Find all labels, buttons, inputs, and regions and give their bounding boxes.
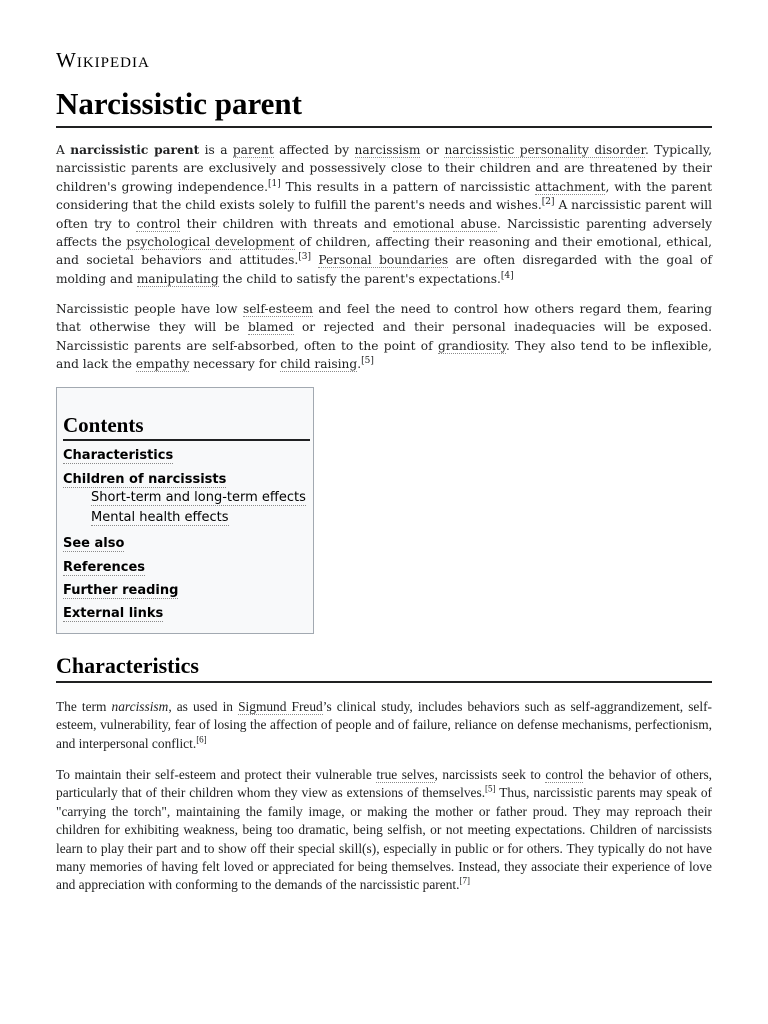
toc-item-label: External links bbox=[63, 606, 164, 621]
link-personal-boundaries[interactable]: Personal boundaries bbox=[318, 253, 449, 268]
text: and feel the need to control how others regard them, fearing that otherwise they will be bbox=[56, 302, 713, 335]
toc-item-label: Mental health effects bbox=[91, 510, 229, 525]
link-parent[interactable]: parent bbox=[232, 143, 274, 157]
text: is a bbox=[199, 143, 233, 157]
intro-paragraph-1 bbox=[56, 141, 712, 288]
toc-item-label: See also bbox=[63, 536, 125, 551]
text: or bbox=[420, 143, 445, 157]
toc-item-label: Children of narcissists bbox=[63, 472, 227, 487]
link-true-selves[interactable]: true selves bbox=[376, 767, 435, 782]
text: To maintain their self-esteem and protect their vulnerable bbox=[56, 767, 377, 782]
bold-term: narcissistic parent bbox=[70, 143, 200, 157]
section-heading-characteristics: Characteristics bbox=[56, 652, 712, 683]
italic-term: narcissism bbox=[111, 699, 169, 714]
citation-3[interactable]: [3] bbox=[298, 252, 311, 263]
text: the behavior of others, particularly that of their children whom they view as extensions of themselves. bbox=[56, 767, 713, 801]
toc-item-children-of-narcissists[interactable] bbox=[63, 472, 226, 488]
link-empathy[interactable]: empathy bbox=[135, 357, 190, 372]
citation-5b[interactable]: [5] bbox=[485, 783, 496, 794]
link-grandiosity[interactable]: grandiosity bbox=[437, 338, 507, 353]
link-npd[interactable]: narcissistic personality disorder bbox=[444, 143, 645, 157]
page-title: Narcissistic parent bbox=[56, 84, 712, 128]
toc-item-short-long-term-effects[interactable] bbox=[91, 490, 306, 506]
citation-1[interactable]: [1] bbox=[267, 178, 281, 189]
link-narcissism[interactable]: narcissism bbox=[354, 143, 421, 157]
text: . Narcissistic parenting adversely affects the bbox=[56, 216, 712, 250]
characteristics-paragraph-2 bbox=[56, 766, 712, 895]
toc-item-characteristics[interactable] bbox=[63, 448, 173, 464]
toc-item-label: Short-term and long-term effects bbox=[91, 490, 306, 505]
characteristics-paragraph-1 bbox=[56, 698, 712, 753]
toc-title: Contents bbox=[63, 412, 310, 441]
link-emotional-abuse[interactable]: emotional abuse bbox=[393, 216, 497, 231]
link-child-raising[interactable]: child raising bbox=[280, 357, 358, 372]
text: A narcissistic parent will often try to bbox=[56, 198, 712, 231]
link-manipulating[interactable]: manipulating bbox=[136, 271, 219, 286]
toc-item-label: Characteristics bbox=[63, 448, 174, 463]
link-blamed[interactable]: blamed bbox=[247, 320, 294, 335]
citation-4[interactable]: [4] bbox=[500, 270, 514, 281]
intro-paragraph-2 bbox=[56, 300, 712, 374]
text: ’s clinical study, includes behaviors such as self-aggrandizement, self-esteem, vulnerability, fear of losing the affection of people and of failure, reliance on defense mechanisms, perfectionism, and interpersonal conflict. bbox=[56, 699, 713, 751]
citation-7[interactable]: [7] bbox=[459, 875, 470, 886]
toc-item-label: Further reading bbox=[63, 583, 179, 598]
text: the child to satisfy the parent's expectations. bbox=[218, 271, 501, 286]
text: . Typically, narcissistic parents are exclusively and possessively close to their children and are threatened by their children's growing independence. bbox=[56, 143, 712, 194]
link-attachment[interactable]: attachment bbox=[534, 179, 606, 194]
toc-item-see-also[interactable] bbox=[63, 536, 124, 552]
text: The term bbox=[56, 699, 112, 714]
text: . bbox=[357, 357, 362, 372]
link-control[interactable]: control bbox=[136, 216, 181, 231]
citation-6[interactable]: [6] bbox=[196, 734, 207, 745]
text: are often disregarded with the goal of molding and bbox=[56, 253, 712, 286]
citation-5[interactable]: [5] bbox=[361, 356, 374, 367]
toc-item-further-reading[interactable] bbox=[63, 583, 178, 599]
text: , as used in bbox=[168, 699, 239, 714]
text: their children with threats and bbox=[180, 216, 394, 231]
link-sigmund-freud[interactable]: Sigmund Freud bbox=[238, 699, 323, 714]
text: , narcissists seek to bbox=[434, 767, 546, 782]
text: A bbox=[56, 143, 71, 157]
text: Thus, narcissistic parents may speak of "carrying the torch", maintaining the family image, or making the mother or father proud. They may reproach their children for exhibiting weakness, being too dramatic, being selfish, or not meeting expectations. Children of narcissists learn to play their part and to show off their special skill(s), especially in public or for others. They typically do not have many memories of having felt loved or appreciated for being themselves. Instead, they associate their experience of love and appreciation with conforming to the demands of the narcissistic parent. bbox=[56, 785, 712, 893]
toc-item-references[interactable] bbox=[63, 560, 145, 576]
citation-2[interactable]: [2] bbox=[541, 197, 555, 208]
link-control-2[interactable]: control bbox=[545, 767, 584, 782]
text: necessary for bbox=[189, 357, 281, 372]
toc-item-mental-health-effects[interactable] bbox=[91, 510, 229, 526]
text: of children, affecting their reasoning and their emotional, ethical, and societal behaviors and attitudes. bbox=[56, 235, 712, 268]
toc-item-label: References bbox=[63, 560, 146, 575]
table-of-contents bbox=[56, 387, 314, 634]
text: Narcissistic people have low bbox=[56, 302, 243, 316]
toc-item-external-links[interactable] bbox=[63, 606, 163, 622]
text: . They also tend to be inflexible, and lack the bbox=[56, 338, 712, 372]
text: This results in a pattern of narcissistic bbox=[280, 179, 535, 194]
link-self-esteem[interactable]: self-esteem bbox=[242, 302, 313, 316]
text: or rejected and their personal inadequacies will be exposed. Narcissistic parents are self-absorbed, often to the point of bbox=[56, 320, 712, 353]
text: , with the parent considering that the child exists solely to fulfill the parent's needs and wishes. bbox=[56, 179, 712, 213]
wikipedia-wordmark[interactable]: Wikipedia bbox=[56, 48, 150, 72]
text: affected by bbox=[273, 143, 355, 157]
link-psychological-development[interactable]: psychological development bbox=[126, 235, 295, 250]
